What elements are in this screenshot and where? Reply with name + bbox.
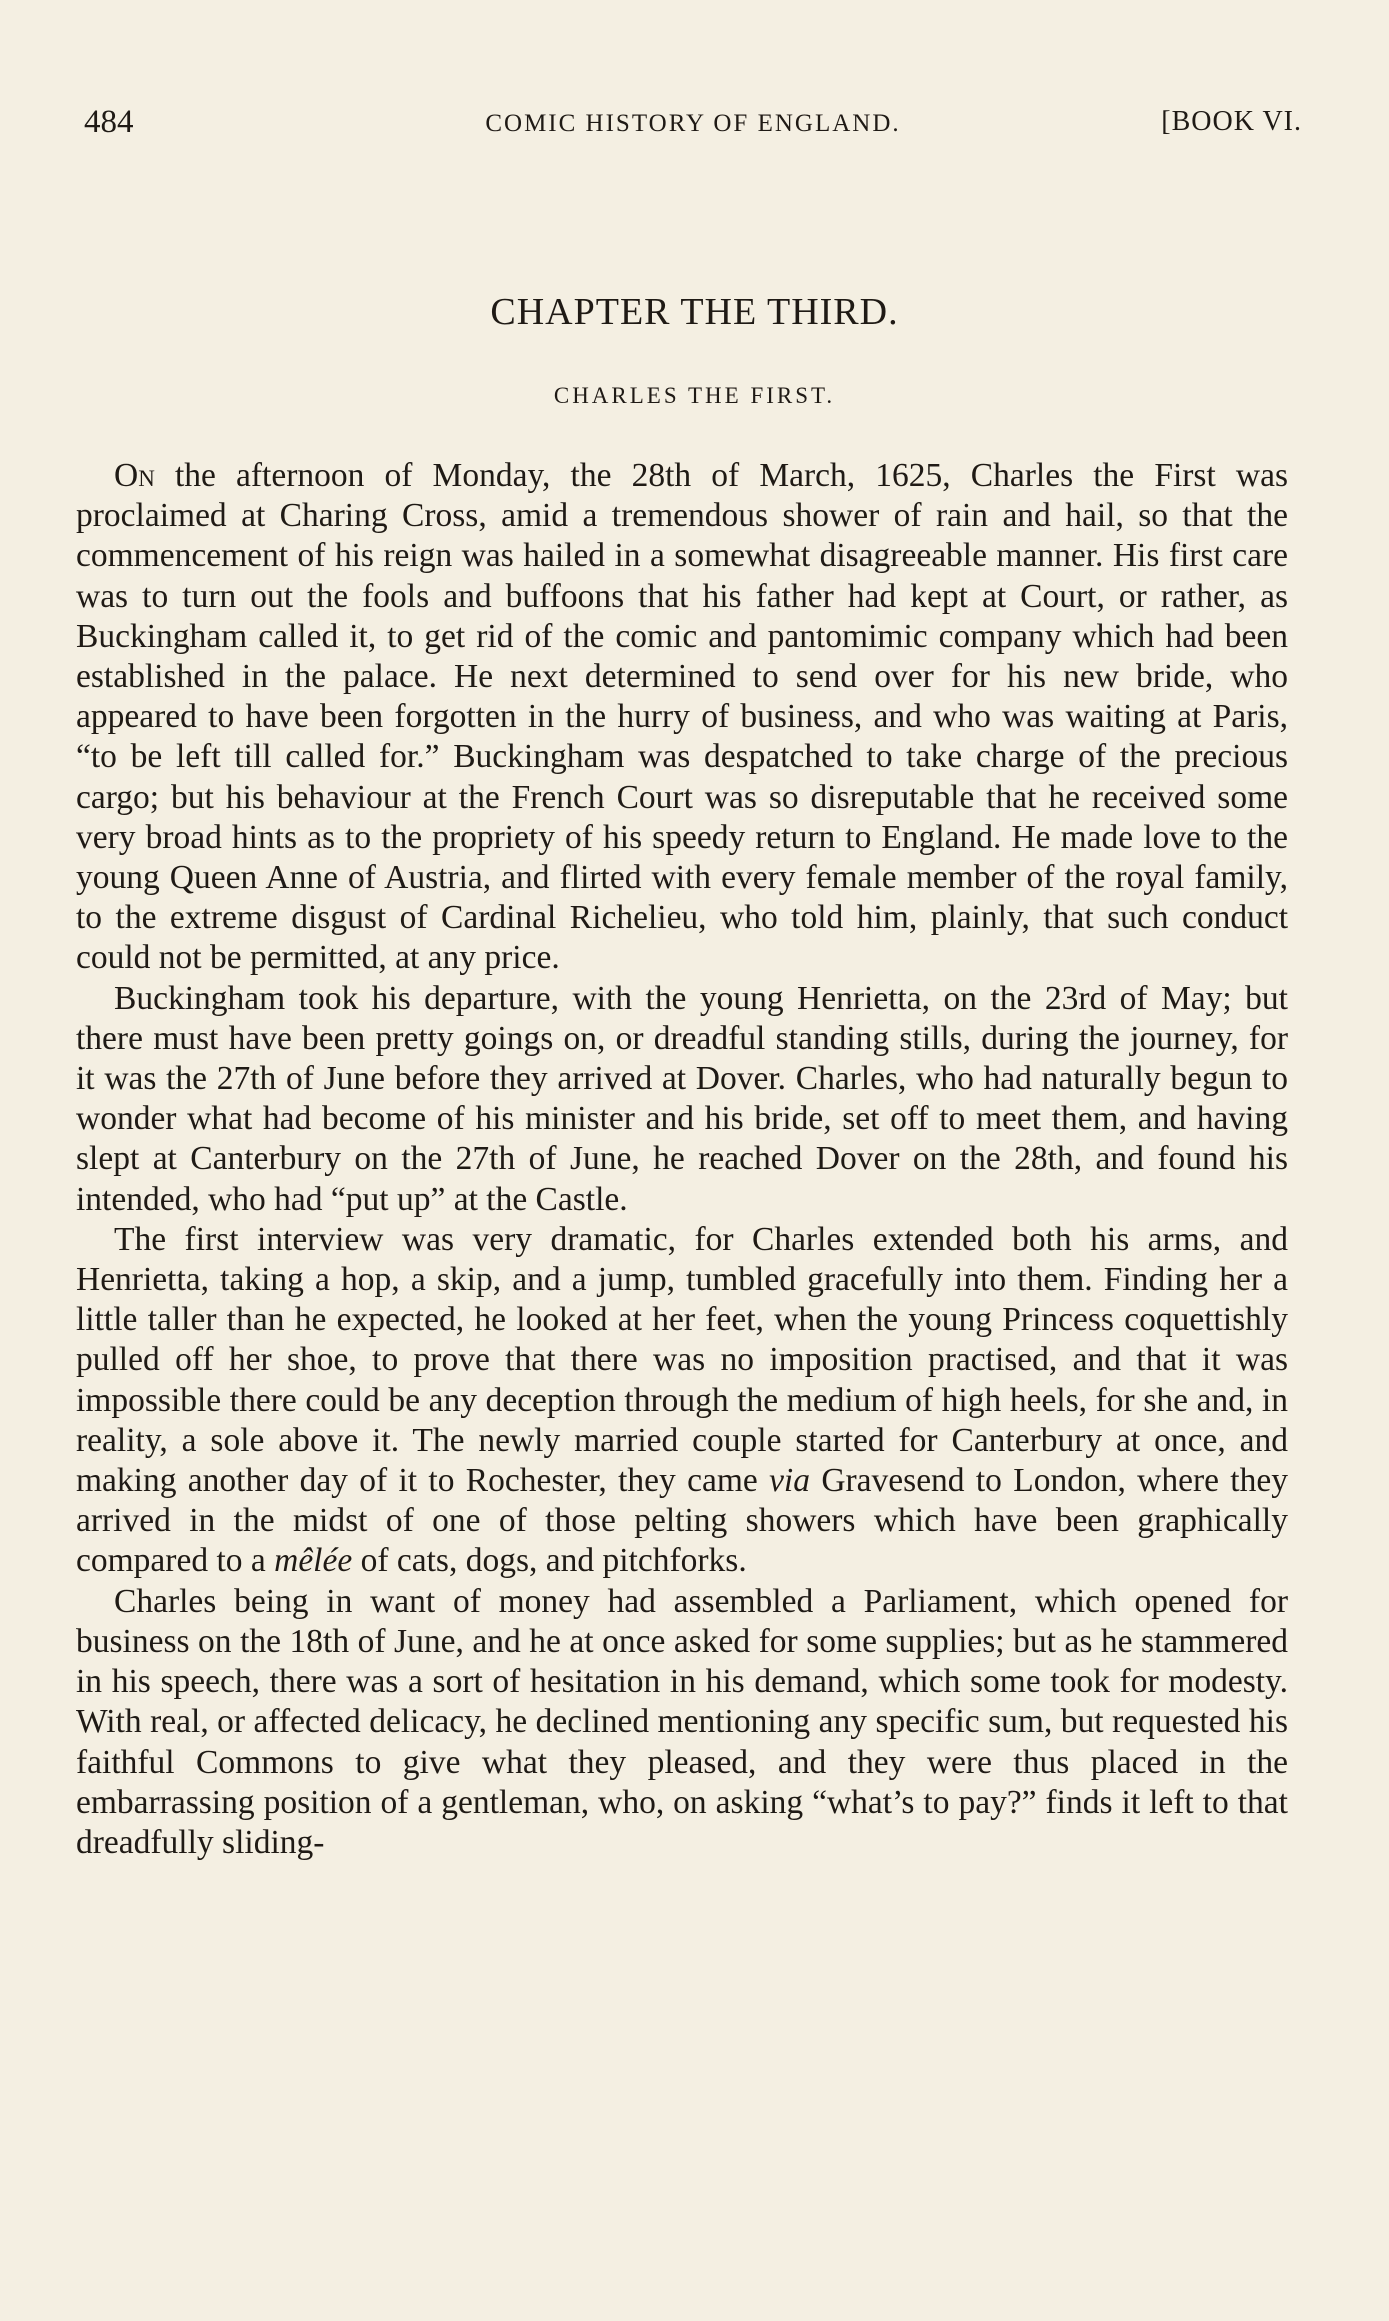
chapter-subtitle: CHARLES THE FIRST.	[553, 383, 836, 408]
paragraph-3-text-c: of cats, dogs, and pitchforks.	[352, 1542, 747, 1580]
chapter-title: CHAPTER THE THIRD.	[490, 291, 899, 333]
paragraph-3-text-b: Gravesend to London, where they arrived in the midst of one of those pelting showers which have been graphically compared to a	[76, 1462, 1288, 1580]
italic-melee: mêlée	[274, 1542, 353, 1580]
paragraph-3-text-a: The first interview was very dramatic, for Charles extended both his arms, and Henrietta, taking a hop, a skip, and a jump, tumbled gracefully into them. Finding her a little taller than he expected, he looked at her feet, when the young Princess coquettishly pulled off her shoe, to prove that there was no imposition practised, and that it was impossible there could be any deception through the medium of high heels, for she and, in reality, a sole above it. The newly married couple started for Canterbury at once, and making another day of it to Rochester, they came	[76, 1220, 1288, 1500]
body-text	[76, 456, 1288, 1863]
page-number: 484	[84, 104, 134, 140]
running-title: COMIC HISTORY OF ENGLAND.	[485, 110, 901, 137]
page-header	[84, 104, 1302, 148]
paragraph-lead-word: On	[114, 457, 155, 494]
italic-via: via	[769, 1462, 810, 1500]
paragraph-1	[76, 456, 1288, 979]
paragraph-2: Buckingham took his departure, with the young Henrietta, on the 23rd of May; but there must have been pretty goings on, or dreadful standing stills, during the journey, for it was the 27th of June before they arrived at Dover. Charles, who had naturally begun to wonder what had become of his minister and his bride, set off to meet them, and having slept at Canterbury on the 27th of June, he reached Dover on the 28th, and found his intended, who had “put up” at the Castle.	[76, 979, 1288, 1218]
paragraph-1-text: the afternoon of Monday, the 28th of March, 1625, Charles the First was proclaimed at Charing Cross, amid a tremendous shower of rain and hail, so that the commencement of his reign was hailed in a somewhat disagreeable manner. His first care was to turn out the fools and buffoons that his father had kept at Court, or rather, as Buckingham called it, to get rid of the comic and pantomimic company which had been established in the palace. He next determined to send over for his new bride, who appeared to have been forgotten in the hurry of business, and who was waiting at Paris, “to be left till called for.” Buckingham was despatched to take charge of the precious cargo; but his behaviour at the French Court was so disreputable that he received some very broad hints as to the propriety of his speedy return to England. He made love to the young Queen Anne of Austria, and flirted with every female member of the royal family, to the extreme disgust of Cardinal Richelieu, who told him, plainly, that such conduct could not be permitted, at any price.	[76, 457, 1288, 977]
paragraph-3	[76, 1220, 1288, 1582]
paragraph-4: Charles being in want of money had assembled a Parliament, which opened for business on the 18th of June, and he at once asked for some supplies; but as he stammered in his speech, there was a sort of hesitation in his demand, which some took for modesty. With real, or affected delicacy, he declined mentioning any specific sum, but requested his faithful Commons to give what they pleased, and they were thus placed in the embarrassing position of a gentleman, who, on asking “what’s to pay?” finds it left to that dreadfully sliding-	[76, 1582, 1288, 1861]
book-label: [BOOK VI.	[1161, 106, 1302, 137]
